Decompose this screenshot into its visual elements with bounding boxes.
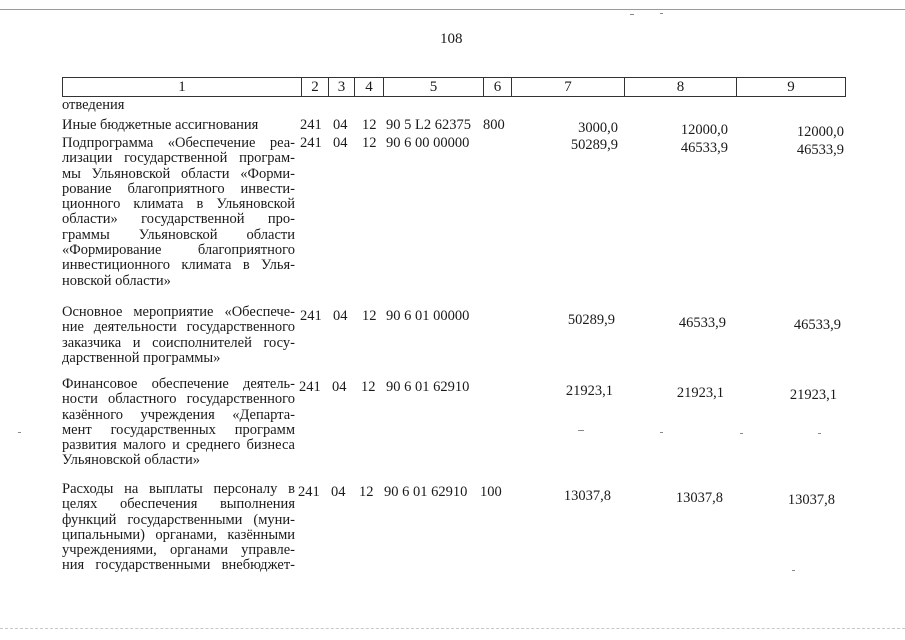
cell-target-article: 90 6 00 00000	[386, 135, 470, 151]
scan-artifact	[818, 433, 821, 434]
description-line: лизации государственной програм-	[62, 150, 295, 167]
scan-artifact	[630, 14, 634, 15]
header-cell-9: 9	[736, 78, 845, 96]
cell-amount-col7: 13037,8	[563, 488, 611, 504]
description-line: новской области»	[62, 272, 171, 289]
cell-amount-col8: 46533,9	[680, 140, 728, 156]
table-header-row	[62, 77, 846, 97]
scan-artifact	[660, 432, 663, 433]
description-line: области» государственной про-	[62, 211, 295, 228]
cell-ministry: 241	[300, 135, 322, 151]
cell-target-article: 90 6 01 62910	[384, 484, 468, 500]
cell-amount-col7: 21923,1	[565, 383, 613, 399]
description-line: граммы Ульяновской области	[62, 226, 295, 243]
description-line: ния государственными внебюджет-	[62, 557, 295, 574]
description-line: Расходы на выплаты персоналу в	[62, 481, 295, 497]
cell-ministry: 241	[300, 117, 322, 133]
bottom-scan-edge	[0, 628, 905, 629]
row-description	[62, 305, 295, 366]
header-cell-7: 7	[511, 78, 624, 96]
header-cell-8: 8	[624, 78, 736, 96]
cell-amount-col8: 21923,1	[676, 385, 724, 401]
scan-artifact	[740, 433, 743, 434]
description-line: Подпрограмма «Обеспечение реа-	[62, 135, 295, 151]
cell-section: 04	[331, 484, 346, 500]
description-line: ние деятельности государственного	[62, 319, 295, 336]
scan-artifact	[18, 432, 21, 433]
cell-amount-col9: 13037,8	[787, 492, 835, 508]
header-cell-4: 4	[354, 78, 383, 96]
row-description	[62, 136, 295, 289]
cell-target-article: 90 6 01 00000	[386, 308, 470, 324]
cell-amount-col9: 46533,9	[796, 142, 844, 158]
top-border-line	[0, 9, 905, 10]
header-cell-1: 1	[178, 79, 186, 95]
cell-expense-type: 800	[483, 117, 505, 133]
row-description	[62, 482, 295, 574]
cell-expense-type: 100	[480, 484, 502, 500]
scan-artifact	[660, 13, 663, 14]
description-line: целях обеспечения выполнения	[62, 496, 295, 513]
description-line: Основное мероприятие «Обеспече-	[62, 304, 295, 320]
cell-subsection: 12	[362, 117, 377, 133]
description-line: ционного климата в Ульяновской	[62, 196, 295, 213]
cell-subsection: 12	[359, 484, 374, 500]
page-number: 108	[440, 31, 463, 47]
cell-amount-col7: 50289,9	[567, 312, 615, 328]
header-cell-3: 3	[328, 78, 354, 96]
row-description	[62, 377, 295, 469]
description-line: учреждениями, органами управле-	[62, 542, 295, 559]
description-line: «Формирование благоприятного	[62, 242, 295, 259]
description-line: Иные бюджетные ассигнования	[62, 117, 259, 133]
description-line: заказчика и соисполнителей госу-	[62, 334, 295, 351]
header-cell-2: 2	[301, 78, 328, 96]
cell-subsection: 12	[362, 308, 377, 324]
cell-ministry: 241	[298, 484, 320, 500]
description-line: мент государственных программ	[62, 421, 295, 438]
continuation-text: отведения	[62, 97, 125, 113]
header-cell-5: 5	[383, 78, 483, 96]
description-line: казённого учреждения «Департа-	[62, 406, 295, 423]
cell-amount-col9: 12000,0	[796, 124, 844, 140]
cell-amount-col7: 3000,0	[578, 120, 618, 136]
row-description	[62, 118, 295, 133]
cell-amount-col8: 12000,0	[680, 122, 728, 138]
description-line: Ульяновской области»	[62, 452, 201, 469]
description-line: ципальными) органами, казёнными	[62, 526, 295, 543]
scan-artifact	[578, 430, 584, 431]
cell-target-article: 90 5 L2 62375	[386, 117, 471, 133]
cell-amount-col9: 21923,1	[789, 387, 837, 403]
cell-ministry: 241	[299, 379, 321, 395]
scan-artifact	[792, 570, 795, 571]
description-line: развития малого и среднего бизнеса	[62, 437, 295, 454]
header-cell-6: 6	[483, 78, 511, 96]
cell-amount-col8: 46533,9	[678, 315, 726, 331]
cell-amount-col9: 46533,9	[793, 317, 841, 333]
cell-section: 04	[333, 135, 348, 151]
description-line: дарственной программы»	[62, 349, 221, 366]
description-line: инвестиционного климата в Улья-	[62, 257, 295, 274]
cell-section: 04	[333, 308, 348, 324]
cell-subsection: 12	[361, 379, 376, 395]
cell-section: 04	[332, 379, 347, 395]
cell-amount-col7: 50289,9	[570, 137, 618, 153]
cell-section: 04	[333, 117, 348, 133]
cell-target-article: 90 6 01 62910	[386, 379, 470, 395]
description-line: ности областного государственного	[62, 391, 295, 408]
cell-subsection: 12	[362, 135, 377, 151]
description-line: функций государственными (муни-	[62, 511, 295, 528]
description-line: мы Ульяновской области «Форми-	[62, 165, 295, 182]
description-line: Финансовое обеспечение деятель-	[62, 376, 295, 392]
description-line: рование благоприятного инвести-	[62, 180, 295, 197]
cell-amount-col8: 13037,8	[675, 490, 723, 506]
cell-ministry: 241	[300, 308, 322, 324]
